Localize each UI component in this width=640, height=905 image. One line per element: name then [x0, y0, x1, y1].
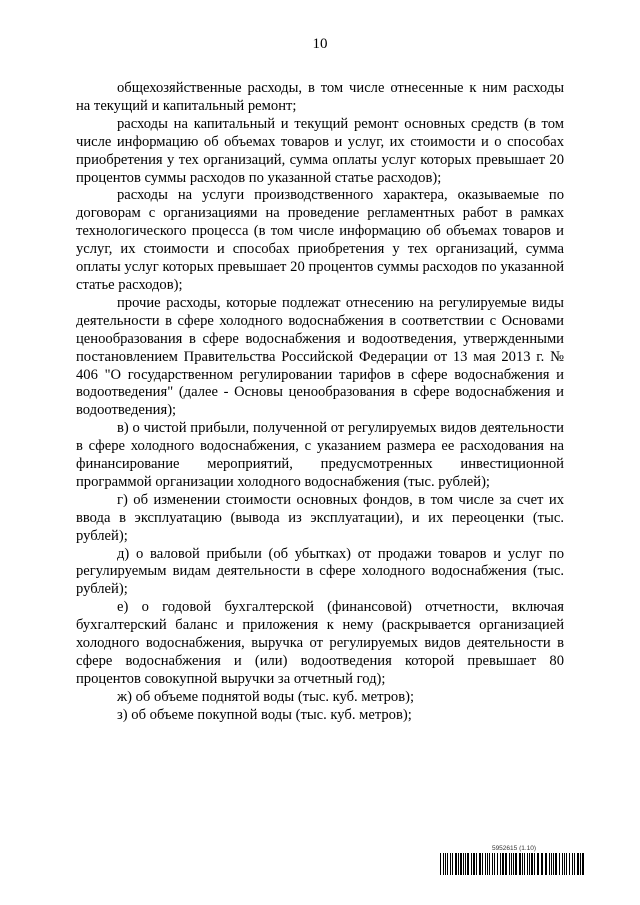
body-text [76, 80, 564, 725]
paragraph-item-g: г) об изменении стоимости основных фондов, в том числе за счет их ввода в эксплуатацию (вывода из эксплуатации), и их переоценки (тыс. рублей); [76, 491, 564, 544]
paragraph-item-e: е) о годовой бухгалтерской (финансовой) отчетности, включая бухгалтерский баланс и приложения к нему (раскрывается организацией холодного водоснабжения, выручка от регулируемых видов деятельности в сфере водоснабжения и (или) водоотведения которой превышает 80 процентов совокупной выручки за отчетный год); [76, 599, 564, 687]
barcode-image [440, 853, 586, 875]
paragraph-overhead-costs: общехозяйственные расходы, в том числе отнесенные к ним расходы на текущий и капитальный ремонт; [76, 80, 564, 114]
paragraph-other-costs: прочие расходы, которые подлежат отнесению на регулируемые виды деятельности в сфере холодного водоснабжения в соответствии с Основами ценообразования в сфере водоснабжения и водоотведения, утвержденными постановлением Правительства Российской Федерации от 13 мая 2013 г. № 406 "О государственном регулировании тарифов в сфере водоснабжения и водоотведения" (далее - Основы ценообразования в сфере водоснабжения и водоотведения); [76, 294, 564, 419]
paragraph-item-zh: ж) об объеме поднятой воды (тыс. куб. метров); [117, 688, 415, 705]
page-number: 10 [312, 36, 328, 52]
paragraph-repair-costs: расходы на капитальный и текущий ремонт основных средств (в том числе информацию об объемах товаров и услуг, их стоимости и о способах приобретения у тех организаций, сумма оплаты услуг которых превышает 20 процентов суммы расходов по указанной статье расходов); [76, 115, 564, 186]
paragraph-production-services: расходы на услуги производственного характера, оказываемые по договорам с организациями на проведение регламентных работ в рамках технологического процесса (в том числе информацию об объемах товаров и услуг, их стоимости и способах приобретения у тех организаций, сумма оплаты услуг которых превышает 20 процентов суммы расходов по указанной статье расходов); [76, 187, 564, 293]
form-code: 5952615 (1.10) [491, 845, 537, 852]
paragraph-item-v: в) о чистой прибыли, полученной от регулируемых видов деятельности в сфере холодного водоснабжения, с указанием размера ее расходования на финансирование мероприятий, предусмотренных инвестиционной программой организации холодного водоснабжения (тыс. рублей); [76, 420, 564, 490]
paragraph-item-d: д) о валовой прибыли (об убытках) от продажи товаров и услуг по регулируемым видам деятельности в сфере холодного водоснабжения (тыс. рублей); [76, 545, 564, 598]
paragraph-item-z: з) об объеме покупной воды (тыс. куб. метров); [117, 706, 412, 723]
